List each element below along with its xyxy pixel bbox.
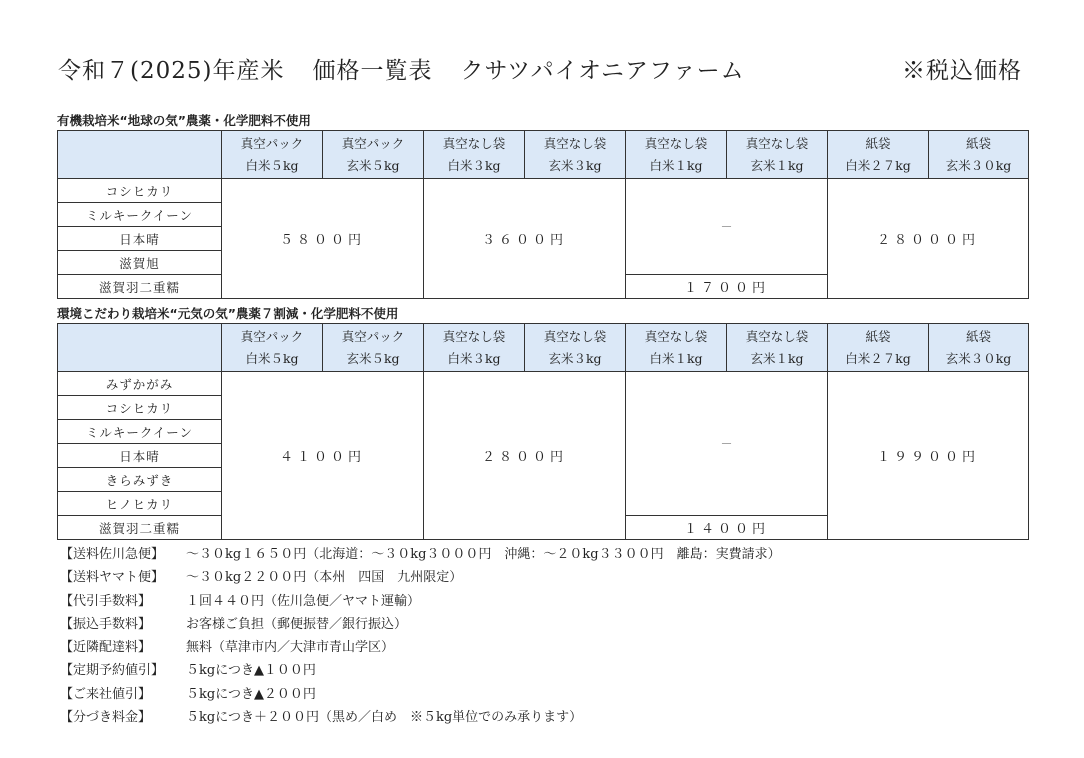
col-header: 真空パック 白米５kg: [222, 131, 323, 179]
note-label: 【ご来社値引】: [60, 686, 152, 702]
price-bag-1kg-mochi: １７００円: [626, 275, 828, 299]
note-text: ５kgにつき▲１００円: [186, 663, 316, 679]
note-row: [60, 659, 781, 682]
variety-name: 滋賀旭: [58, 251, 222, 275]
col-header: 真空なし袋 玄米３kg: [525, 131, 626, 179]
note-row: [60, 706, 781, 729]
note-label: 【定期予約値引】: [60, 663, 165, 679]
tax-note: ※税込価格: [902, 58, 1022, 84]
col-header: 真空パック 白米５kg: [222, 324, 323, 372]
note-row: [60, 590, 781, 613]
col-header: 紙袋 玄米３０kg: [929, 131, 1029, 179]
price-bag-1kg: －: [626, 372, 828, 516]
variety-name: ヒノヒカリ: [58, 492, 222, 516]
page-title: [58, 52, 745, 85]
note-label: 【送料ヤマト便】: [60, 570, 165, 586]
price-vacuum-5kg: ５８００円: [222, 179, 424, 299]
section2-title: 環境こだわり栽培米“元気の気”農薬７割減・化学肥料不使用: [57, 306, 399, 321]
variety-name: 滋賀羽二重糯: [58, 516, 222, 540]
col-header: 真空パック 玄米５kg: [323, 324, 424, 372]
note-row: [60, 566, 781, 589]
variety-name: 日本晴: [58, 444, 222, 468]
col-header: 真空なし袋 玄米１kg: [727, 131, 828, 179]
price-paper-bag: １９９００円: [828, 372, 1029, 540]
variety-name: コシヒカリ: [58, 179, 222, 203]
note-text: ５kgにつき＋２００円（黒め／白め ※５kg単位でのみ承ります）: [186, 710, 583, 726]
col-header: 紙袋 白米２７kg: [828, 131, 929, 179]
price-bag-1kg: －: [626, 179, 828, 275]
header-row: [58, 324, 1029, 372]
note-label: 【振込手数料】: [60, 616, 152, 632]
note-text: ～３０kg１６５０円（北海道：～３０kg３０００円 沖縄：～２０kg３３００円 離島：実費請求）: [186, 547, 781, 562]
header-corner: [58, 131, 222, 179]
col-header: 真空なし袋 白米３kg: [424, 324, 525, 372]
title-list: 価格一覧表: [312, 58, 433, 84]
note-label: 【代引手数料】: [60, 593, 152, 609]
title-main: 令和７(2025)年産米: [58, 58, 285, 84]
col-header: 真空なし袋 白米１kg: [626, 324, 727, 372]
col-header: 紙袋 玄米３０kg: [929, 324, 1029, 372]
col-header: 真空パック 玄米５kg: [323, 131, 424, 179]
variety-name: きらみずき: [58, 468, 222, 492]
col-header: 真空なし袋 玄米３kg: [525, 324, 626, 372]
note-text: お客様ご負担（郵便振替／銀行振込）: [186, 616, 408, 632]
note-row: [60, 613, 781, 636]
variety-name: ミルキークイーン: [58, 203, 222, 227]
col-header: 真空なし袋 玄米１kg: [727, 324, 828, 372]
header-row: [58, 131, 1029, 179]
variety-name: 滋賀羽二重糯: [58, 275, 222, 299]
price-bag-3kg: ２８００円: [424, 372, 626, 540]
price-table-eco: [57, 323, 1029, 540]
price-vacuum-5kg: ４１００円: [222, 372, 424, 540]
note-text: 無料（草津市内／大津市青山学区）: [186, 640, 395, 656]
note-row: [60, 683, 781, 706]
note-text: １回４４０円（佐川急便／ヤマト運輸）: [186, 593, 421, 609]
header-corner: [58, 324, 222, 372]
note-text: ～３０kg２２００円（本州 四国 九州限定）: [186, 570, 463, 586]
note-label: 【送料佐川急便】: [60, 547, 165, 562]
note-label: 【近隣配達料】: [60, 640, 152, 656]
note-row: [60, 543, 781, 566]
variety-name: 日本晴: [58, 227, 222, 251]
note-row: [60, 636, 781, 659]
price-paper-bag: ２８０００円: [828, 179, 1029, 299]
section1-title: 有機栽培米“地球の気”農薬・化学肥料不使用: [57, 113, 311, 128]
variety-name: みずかがみ: [58, 372, 222, 396]
note-text: ５kgにつき▲２００円: [186, 686, 316, 702]
col-header: 真空なし袋 白米１kg: [626, 131, 727, 179]
price-bag-1kg-mochi: １４００円: [626, 516, 828, 540]
col-header: 真空なし袋 白米３kg: [424, 131, 525, 179]
title-farm: クサツパイオニアファーム: [460, 58, 745, 84]
price-bag-3kg: ３６００円: [424, 179, 626, 299]
col-header: 紙袋 白米２７kg: [828, 324, 929, 372]
notes-list: [60, 543, 781, 729]
note-label: 【分づき料金】: [60, 710, 152, 726]
price-table-organic: [57, 130, 1029, 299]
variety-name: ミルキークイーン: [58, 420, 222, 444]
variety-name: コシヒカリ: [58, 396, 222, 420]
